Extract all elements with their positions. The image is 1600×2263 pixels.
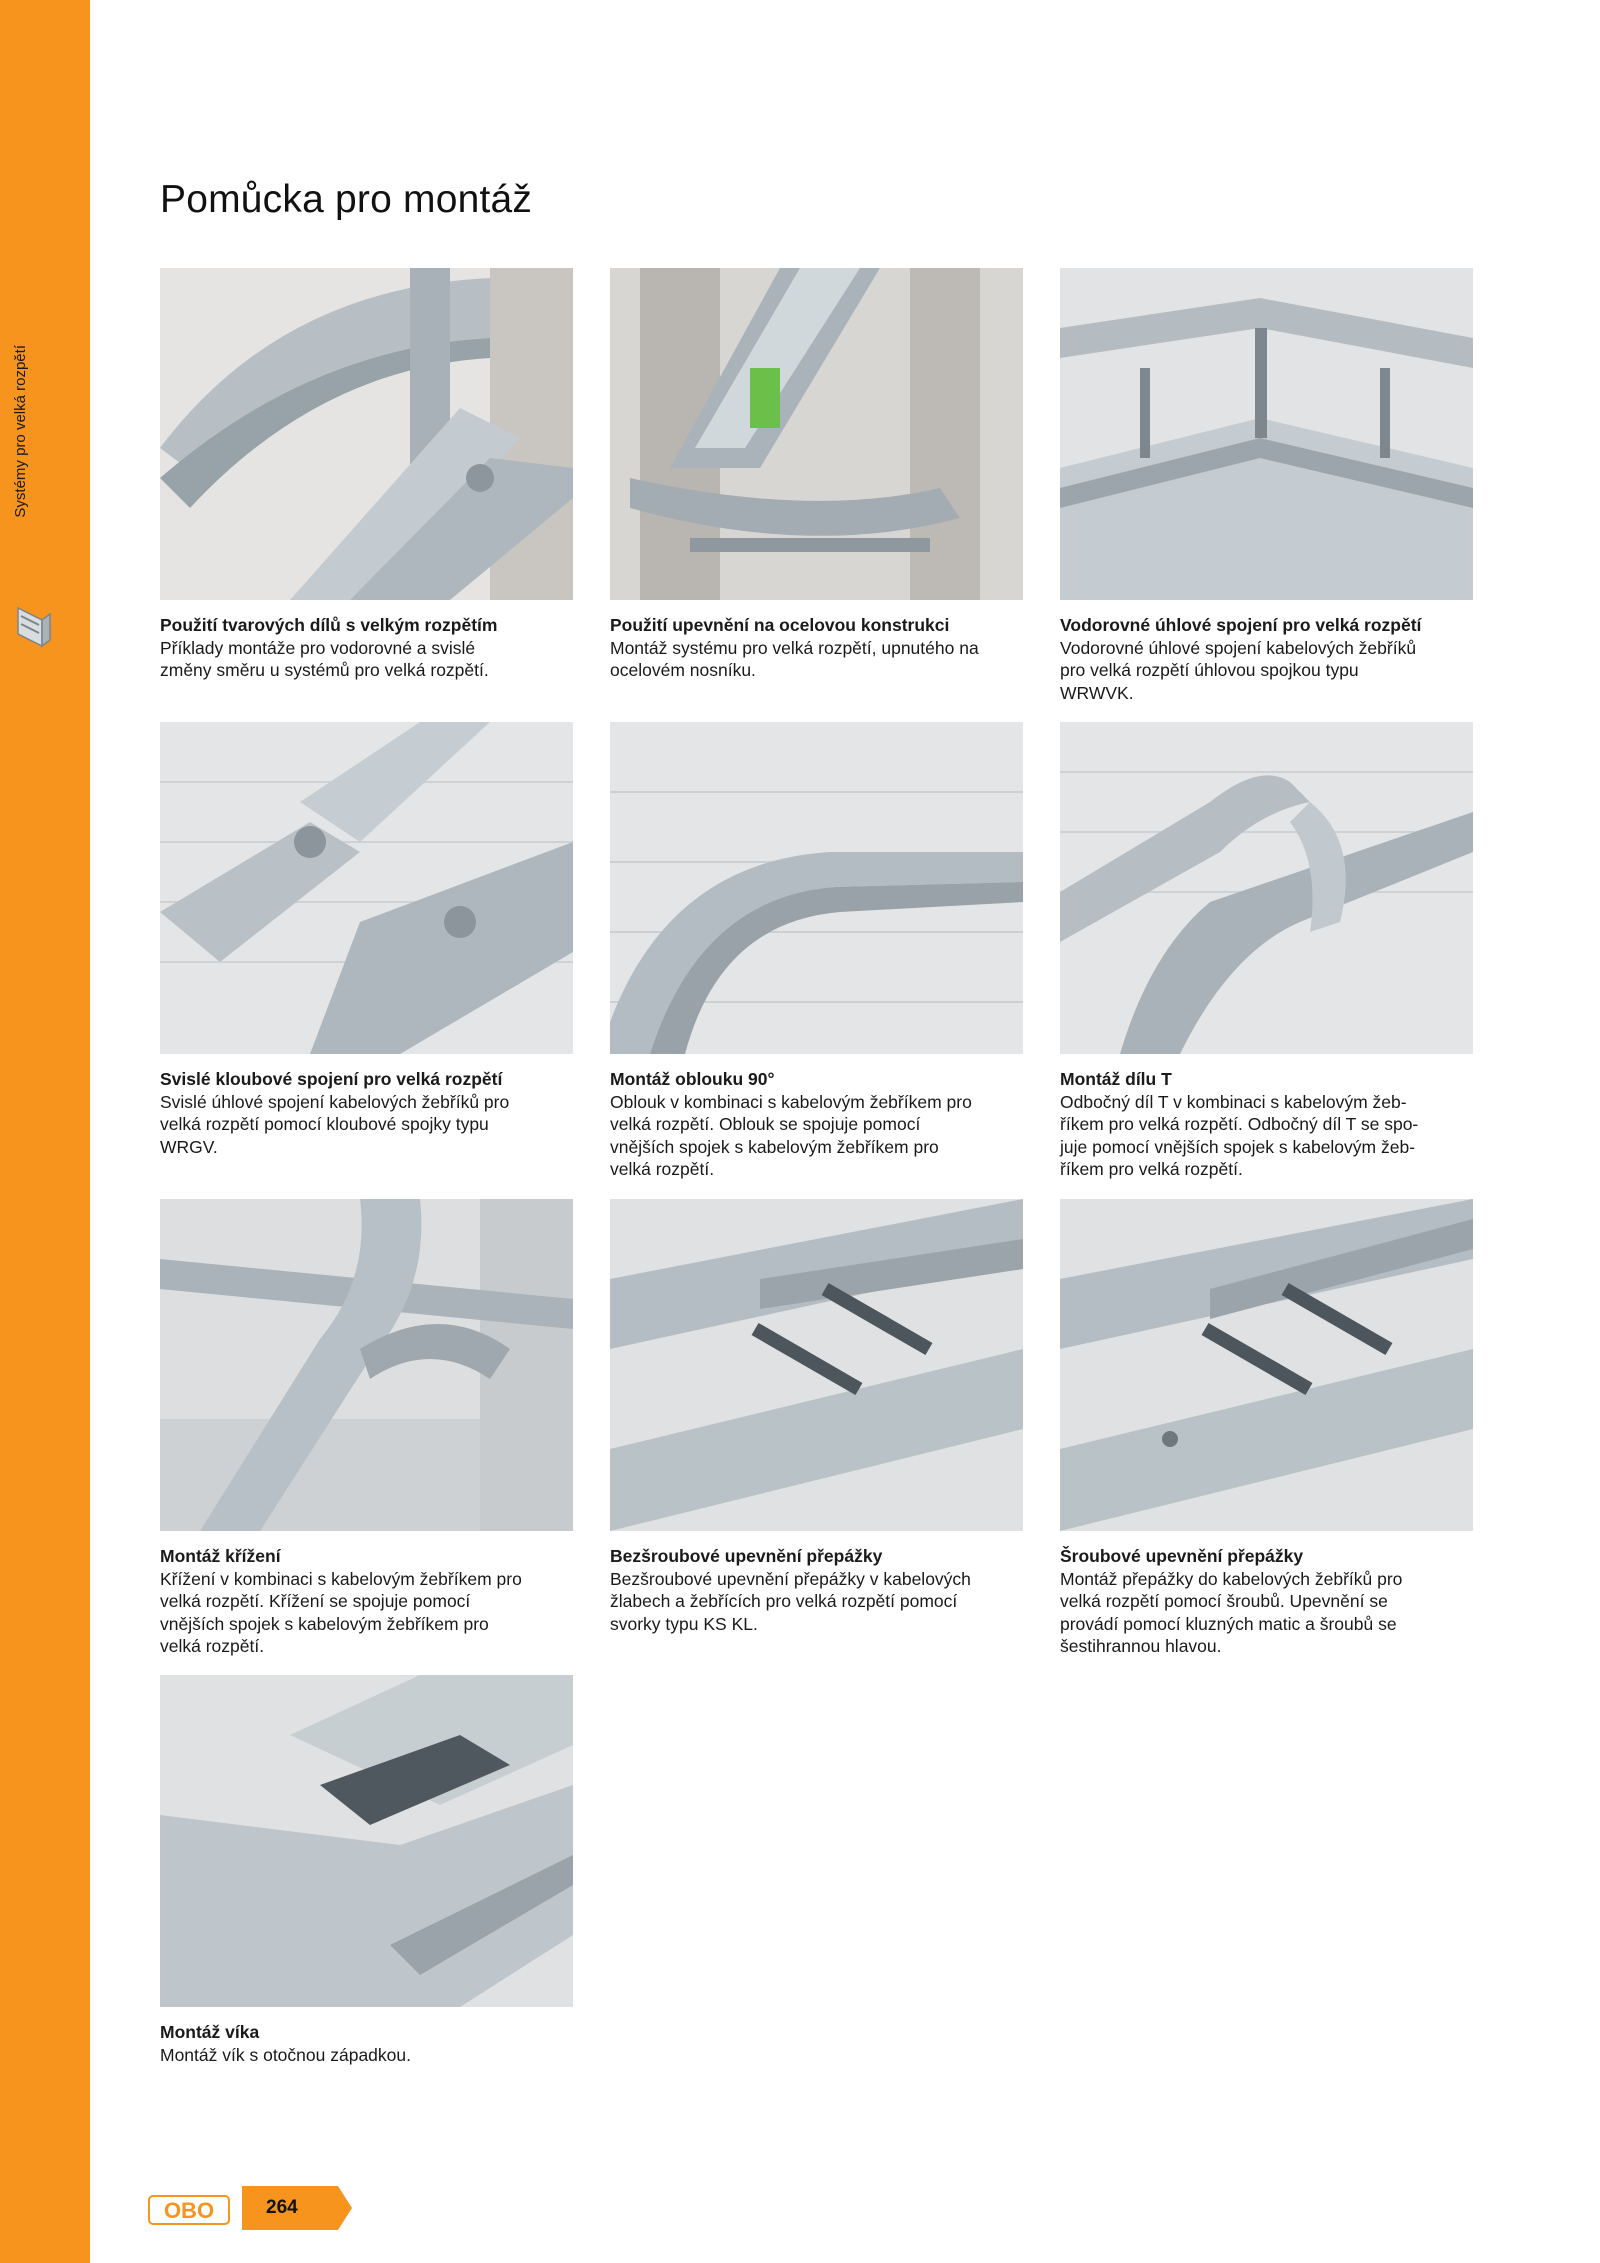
caption-title: Montáž dílu T <box>1060 1069 1172 1089</box>
caption-text: Příklady montáže pro vodorovné a svislé změny směru u systémů pro velká rozpětí. <box>160 637 489 680</box>
photo-steel-mount <box>610 268 1023 600</box>
photo-horizontal-angle <box>1060 268 1473 600</box>
caption-text: Montáž vík s otočnou západkou. <box>160 2044 411 2065</box>
caption-text: Svislé úhlové spojení kabelových žebříků pro velká rozpětí pomocí kloubové spojky typu WRGV. <box>160 1091 510 1157</box>
photo-screwless-divider <box>610 1199 1023 1531</box>
caption-title: Šroubové upevnění přepážky <box>1060 1546 1304 1566</box>
page-title: Pomůcka pro montáž <box>160 178 533 221</box>
illustration-card <box>1060 722 1474 1181</box>
photo-vertical-joint <box>160 722 573 1054</box>
illustration-card <box>160 722 574 1158</box>
illustration-card <box>160 1675 574 2066</box>
caption-text: Odbočný díl T v kombinaci s kabelovým žeb- říkem pro velká rozpětí. Odbočný díl T se spo- juje pomocí vnějších spojek s kabelovým žeb- říkem pro velká rozpětí. <box>1060 1091 1419 1179</box>
caption-text: Vodorovné úhlové spojení kabelových žebříků pro velká rozpětí úhlovou spojkou typu WRWVK. <box>1060 637 1417 703</box>
photo-t-piece <box>1060 722 1473 1054</box>
caption-title: Vodorovné úhlové spojení pro velká rozpětí <box>1060 615 1422 635</box>
side-color-bar <box>0 0 90 2263</box>
obo-logo <box>148 2195 230 2225</box>
illustration-card <box>160 1199 574 1658</box>
photo-screw-divider <box>1060 1199 1473 1531</box>
illustration-card <box>610 722 1024 1181</box>
caption-title: Montáž oblouku 90° <box>610 1069 775 1089</box>
caption-text: Oblouk v kombinaci s kabelovým žebříkem pro velká rozpětí. Oblouk se spojuje pomocí vnějších spojek s kabelovým žebříkem pro velká rozpětí. <box>610 1091 972 1179</box>
photo-crossing <box>160 1199 573 1531</box>
caption-title: Montáž křížení <box>160 1546 281 1566</box>
caption-title: Bezšroubové upevnění přepážky <box>610 1546 883 1566</box>
cable-ladder-icon <box>16 602 52 648</box>
illustration-card <box>160 268 574 682</box>
illustration-card <box>1060 268 1474 704</box>
illustration-card <box>1060 1199 1474 1658</box>
caption-text: Montáž systému pro velká rozpětí, upnutého na ocelovém nosníku. <box>610 637 979 680</box>
illustration-card <box>610 268 1024 682</box>
caption-text: Montáž přepážky do kabelových žebříků pro velká rozpětí pomocí šroubů. Upevnění se provádí pomocí kluzných matic a šroubů se šestihrannou hlavou. <box>1060 1568 1403 1656</box>
caption-title: Použití tvarových dílů s velkým rozpětím <box>160 615 498 635</box>
illustration-card <box>610 1199 1024 1635</box>
logo-text: OBO <box>163 2198 215 2223</box>
caption-text: Bezšroubové upevnění přepážky v kabelových žlabech a žebřících pro velká rozpětí pomocí svorky typu KS KL. <box>610 1568 971 1634</box>
caption-title: Použití upevnění na ocelovou konstrukci <box>610 615 950 635</box>
page-number: 264 <box>266 2197 298 2218</box>
caption-title: Svislé kloubové spojení pro velká rozpětí <box>160 1069 503 1089</box>
photo-shaped-parts <box>160 268 573 600</box>
photo-cover-mount <box>160 1675 573 2007</box>
caption-title: Montáž víka <box>160 2022 260 2042</box>
section-label: Systémy pro velká rozpětí <box>12 345 29 518</box>
photo-bend-90 <box>610 722 1023 1054</box>
caption-text: Křížení v kombinaci s kabelovým žebříkem pro velká rozpětí. Křížení se spojuje pomocí vnějších spojek s kabelovým žebříkem pro velká rozpětí. <box>160 1568 522 1656</box>
